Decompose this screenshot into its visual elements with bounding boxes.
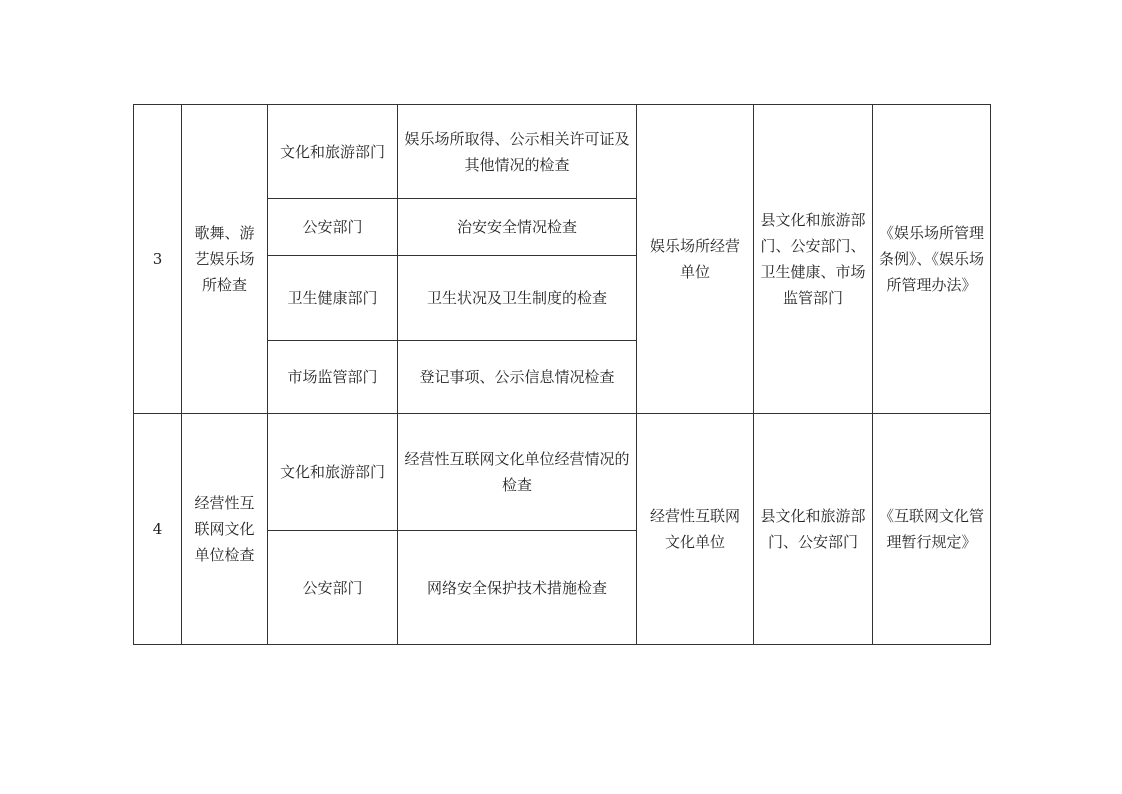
check-content-cell: 网络安全保护技术措施检查 (398, 531, 637, 645)
department-cell: 公安部门 (268, 199, 398, 256)
legal-basis: 《娱乐场所管理条例》、《娱乐场所管理办法》 (873, 105, 991, 414)
inspection-table (133, 104, 991, 645)
department-cell: 文化和旅游部门 (268, 105, 398, 199)
inspection-item: 歌舞、游艺娱乐场所检查 (182, 105, 268, 414)
inspection-item: 经营性互联网文化单位检查 (182, 414, 268, 645)
department-cell: 公安部门 (268, 531, 398, 645)
check-content-cell: 娱乐场所取得、公示相关许可证及其他情况的检查 (398, 105, 637, 199)
inspected-subject: 经营性互联网文化单位 (637, 414, 754, 645)
inspected-subject: 娱乐场所经营单位 (637, 105, 754, 414)
responsible-authority: 县文化和旅游部门、公安部门、卫生健康、市场监管部门 (754, 105, 873, 414)
check-content-cell: 治安安全情况检查 (398, 199, 637, 256)
legal-basis: 《互联网文化管理暂行规定》 (873, 414, 991, 645)
responsible-authority: 县文化和旅游部门、公安部门 (754, 414, 873, 645)
table-row (134, 414, 991, 531)
department-cell: 卫生健康部门 (268, 256, 398, 341)
check-content-cell: 登记事项、公示信息情况检查 (398, 341, 637, 414)
check-content-cell: 经营性互联网文化单位经营情况的检查 (398, 414, 637, 531)
department-cell: 市场监管部门 (268, 341, 398, 414)
department-cell: 文化和旅游部门 (268, 414, 398, 531)
check-content-cell: 卫生状况及卫生制度的检查 (398, 256, 637, 341)
table-row (134, 105, 991, 199)
row-number: 3 (134, 105, 182, 414)
row-number: 4 (134, 414, 182, 645)
